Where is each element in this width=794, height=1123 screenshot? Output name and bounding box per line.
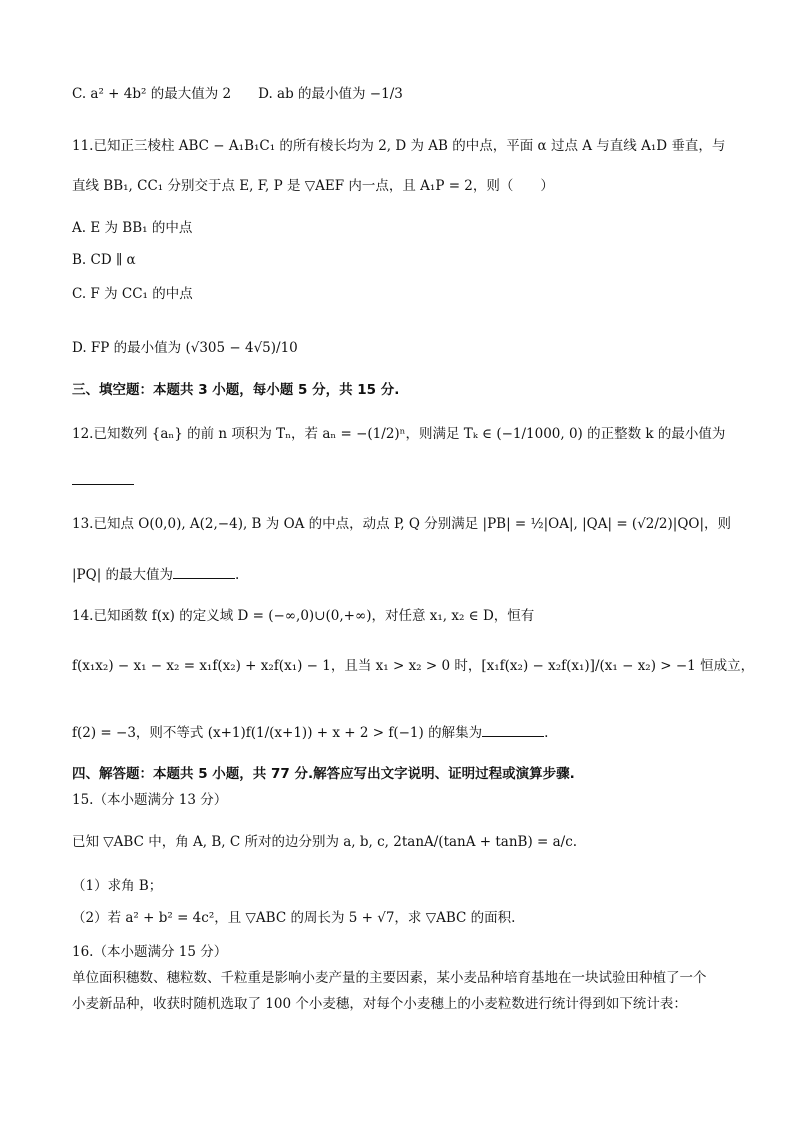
q13-line-2-text: |PQ| 的最大值为	[72, 567, 174, 583]
q14-line-1: 14.已知函数 f(x) 的定义域 D = (−∞,0)∪(0,+∞)，对任意 x₁, x₂ ∈ D，恒有	[72, 608, 535, 624]
q11-line-2: 直线 BB₁, CC₁ 分别交于点 E, F, P 是 ▽AEF 内一点，且 A₁P = 2，则（ ）	[72, 178, 554, 194]
q12-line: 12.已知数列 {aₙ} 的前 n 项积为 Tₙ，若 aₙ = −(1/2)ⁿ，则满足 Tₖ ∈ (−1/1000, 0) 的正整数 k 的最小值为	[72, 426, 726, 442]
q14-line-3: f(2) = −3，则不等式 (x+1)f(1/(x+1)) + x + 2 > f(−1) 的解集为 .	[72, 722, 734, 743]
q15-part-1: （1）求角 B；	[72, 878, 163, 894]
q15-part-2: （2）若 a² + b² = 4c²，且 ▽ABC 的周长为 5 + √7，求 ▽ABC 的面积.	[72, 910, 516, 926]
q16-header: 16.（本小题满分 15 分）	[72, 944, 228, 960]
section-four-heading: 四、解答题：本题共 5 小题，共 77 分.解答应写出文字说明、证明过程或演算步骤.	[72, 766, 575, 782]
q14-line-3-text: f(2) = −3，则不等式 (x+1)f(1/(x+1)) + x + 2 > f(−1) 的解集为	[72, 725, 483, 741]
answer-blank	[72, 470, 134, 485]
answer-blank	[173, 564, 235, 579]
q15-line-1: 已知 ▽ABC 中，角 A, B, C 所对的边分别为 a, b, c, 2tanA/(tanA + tanB) = a/c.	[72, 834, 578, 850]
q11-option-d: D. FP 的最小值为 (√305 − 4√5)/10	[72, 340, 298, 356]
q11-option-a: A. E 为 BB₁ 的中点	[72, 220, 193, 236]
q11-line-1: 11.已知正三棱柱 ABC − A₁B₁C₁ 的所有棱长均为 2, D 为 AB 的中点，平面 α 过点 A 与直线 A₁D 垂直，与	[72, 138, 726, 154]
q16-line-1: 单位面积穗数、穗粒数、千粒重是影响小麦产量的主要因素，某小麦品种培育基地在一块试验田种植了一个	[72, 970, 707, 986]
q11-option-b: B. CD ∥ α	[72, 252, 136, 268]
q16-line-2: 小麦新品种，收获时随机选取了 100 个小麦穗，对每个小麦穗上的小麦粒数进行统计得到如下统计表：	[72, 996, 687, 1012]
q13-line-1: 13.已知点 O(0,0), A(2,−4), B 为 OA 的中点，动点 P, Q 分别满足 |PB| = ½|OA|, |QA| = (√2/2)|QO|，则	[72, 516, 732, 532]
q11-option-c: C. F 为 CC₁ 的中点	[72, 286, 193, 302]
q14-line-2: f(x₁x₂) − x₁ − x₂ = x₁f(x₂) + x₂f(x₁) − 1，且当 x₁ > x₂ > 0 时，[x₁f(x₂) − x₂f(x₁)]/(x₁ − x₂) > −1 恒成立，	[72, 658, 755, 674]
answer-blank	[482, 722, 544, 737]
q15-header: 15.（本小题满分 13 分）	[72, 792, 228, 808]
section-three-heading: 三、填空题：本题共 3 小题，每小题 5 分，共 15 分.	[72, 382, 400, 398]
option-c-d-line: C. a² + 4b² 的最大值为 2 D. ab 的最小值为 −1/3	[72, 86, 403, 102]
q12-answer-line	[72, 470, 734, 491]
q13-line-2: |PQ| 的最大值为 .	[72, 564, 734, 585]
